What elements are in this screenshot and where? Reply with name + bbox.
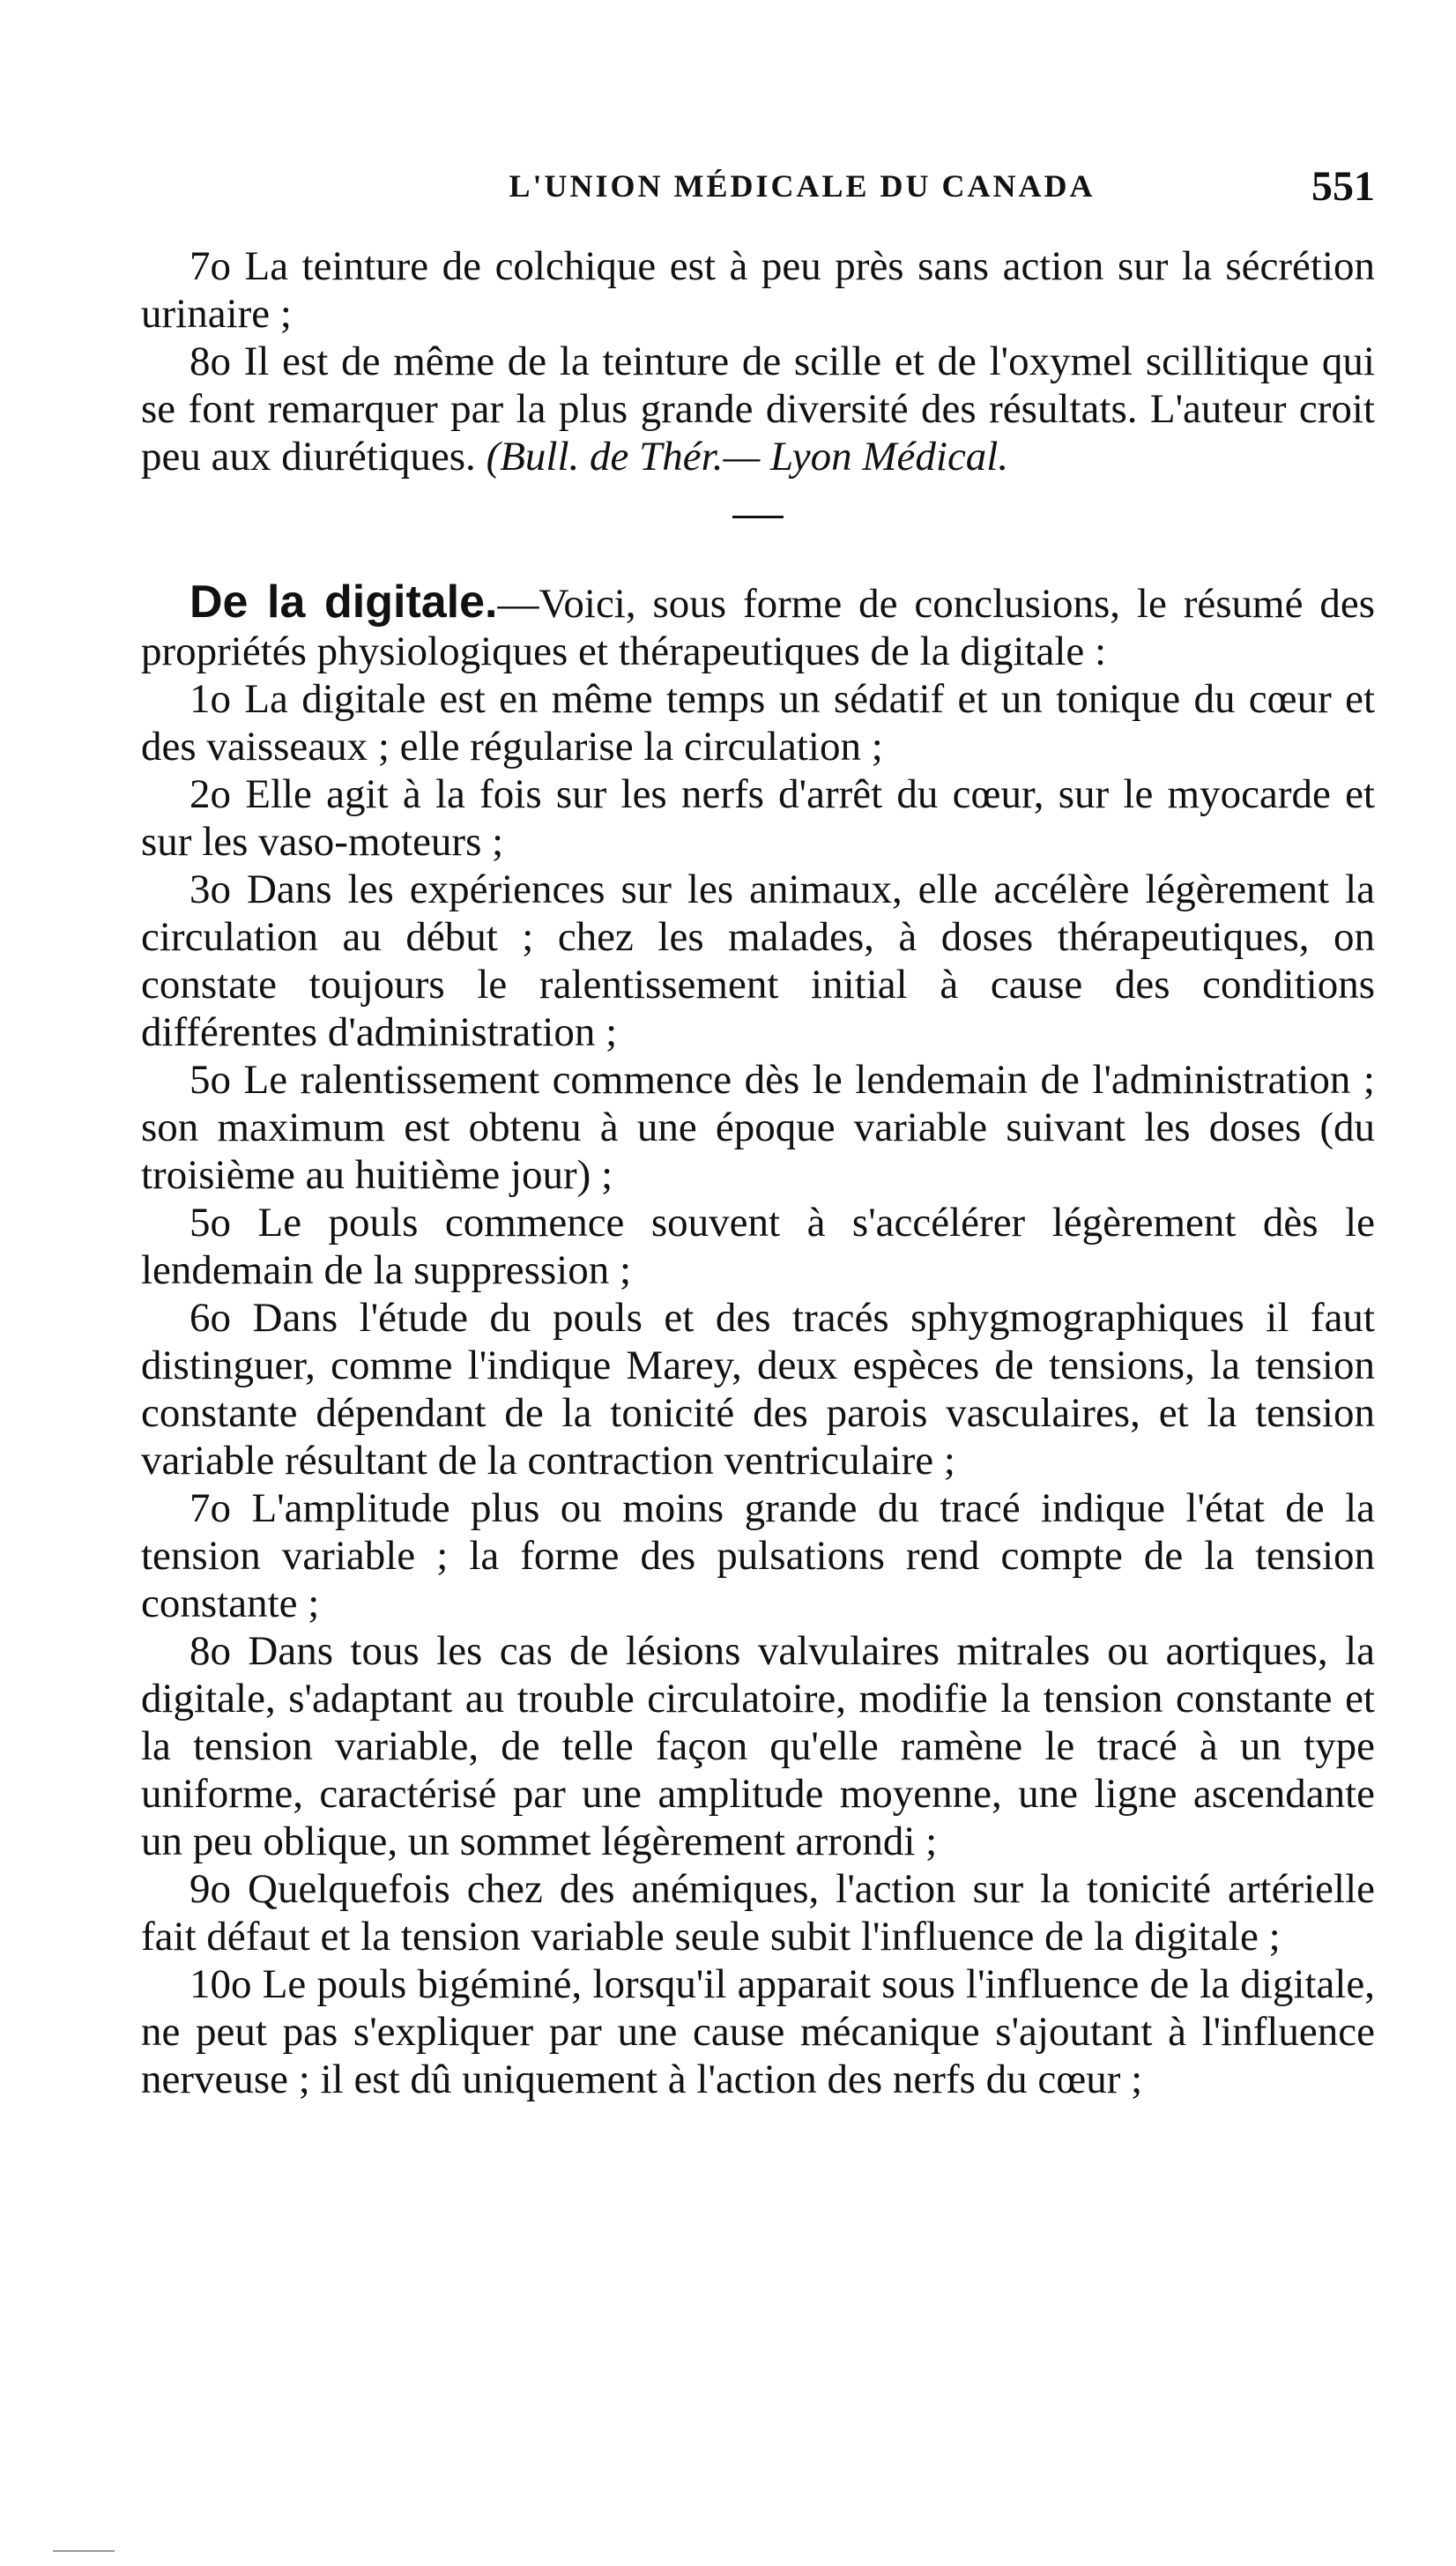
page-number: 551 bbox=[1311, 163, 1375, 210]
section-intro-text: —Voici, sous forme de conclusions, le résumé des propriétés physiologiques et thérapeutiques de la digitale : bbox=[141, 581, 1375, 674]
conclusion-item: 2o Elle agit à la fois sur les nerfs d'arrêt du cœur, sur le myocarde et sur les vaso-moteurs ; bbox=[141, 771, 1375, 865]
conclusion-item: 10o Le pouls bigéminé, lorsqu'il apparait sous l'influence de la digitale, ne peut pas s'expliquer par une cause mécanique s'ajoutant à l'influence nerveuse ; il est dû uniquement à l'action des nerfs du cœur ; bbox=[141, 1961, 1375, 2102]
section-title: De la digitale. bbox=[189, 576, 498, 628]
section-divider bbox=[732, 516, 784, 518]
paragraph-scille bbox=[141, 338, 1375, 480]
conclusion-item: 5o Le pouls commence souvent à s'accélérer légèrement dès le lendemain de la suppression ; bbox=[141, 1200, 1375, 1293]
paragraph-colchique: 7o La teinture de colchique est à peu près sans action sur la sécrétion urinaire ; bbox=[141, 243, 1375, 337]
conclusion-item: 1o La digitale est en même temps un sédatif et un tonique du cœur et des vaisseaux ; elle régularise la circulation ; bbox=[141, 676, 1375, 770]
conclusion-item: 8o Dans tous les cas de lésions valvulaires mitrales ou aortiques, la digitale, s'adaptant au trouble circulatoire, modifie la tension constante et la tension variable, de telle façon qu'elle ramène le tracé à un type uniforme, caractérisé par une amplitude moyenne, une ligne ascendante un peu oblique, un sommet légèrement arrondi ; bbox=[141, 1628, 1375, 1864]
conclusion-item: 5o Le ralentissement commence dès le lendemain de l'administration ; son maximum est obtenu à une époque variable suivant les doses (du troisième au huitième jour) ; bbox=[141, 1057, 1375, 1198]
conclusion-item: 6o Dans l'étude du pouls et des tracés sphygmographiques il faut distinguer, comme l'indique Marey, deux espèces de tensions, la tension constante dépendant de la tonicité des parois vasculaires, et la tension variable résultant de la contraction ventriculaire ; bbox=[141, 1295, 1375, 1484]
scan-edge-mark bbox=[53, 2550, 115, 2552]
citation: (Bull. de Thér.— Lyon Médical. bbox=[486, 434, 1009, 480]
page-header bbox=[141, 163, 1375, 220]
conclusion-item: 3o Dans les expériences sur les animaux, elle accélère légèrement la circulation au début ; chez les malades, à doses thérapeutiques, on constate toujours le ralentissement initial à cause des conditions différentes d'administration ; bbox=[141, 866, 1375, 1055]
body-text bbox=[141, 242, 1375, 2103]
conclusion-item: 9o Quelquefois chez des anémiques, l'action sur la tonicité artérielle fait défaut et la tension variable seule subit l'influence de la digitale ; bbox=[141, 1866, 1375, 1960]
paragraph-scille-text: 8o Il est de même de la teinture de scille et de l'oxymel scillitique qui se font remarquer par la plus grande diversité des résultats. L'auteur croit peu aux diurétiques. bbox=[141, 338, 1375, 480]
conclusion-item: 7o L'amplitude plus ou moins grande du tracé indique l'état de la tension variable ; la forme des pulsations rend compte de la tension constante ; bbox=[141, 1485, 1375, 1626]
section-intro bbox=[141, 578, 1375, 675]
running-head: L'UNION MÉDICALE DU CANADA bbox=[509, 168, 1096, 204]
